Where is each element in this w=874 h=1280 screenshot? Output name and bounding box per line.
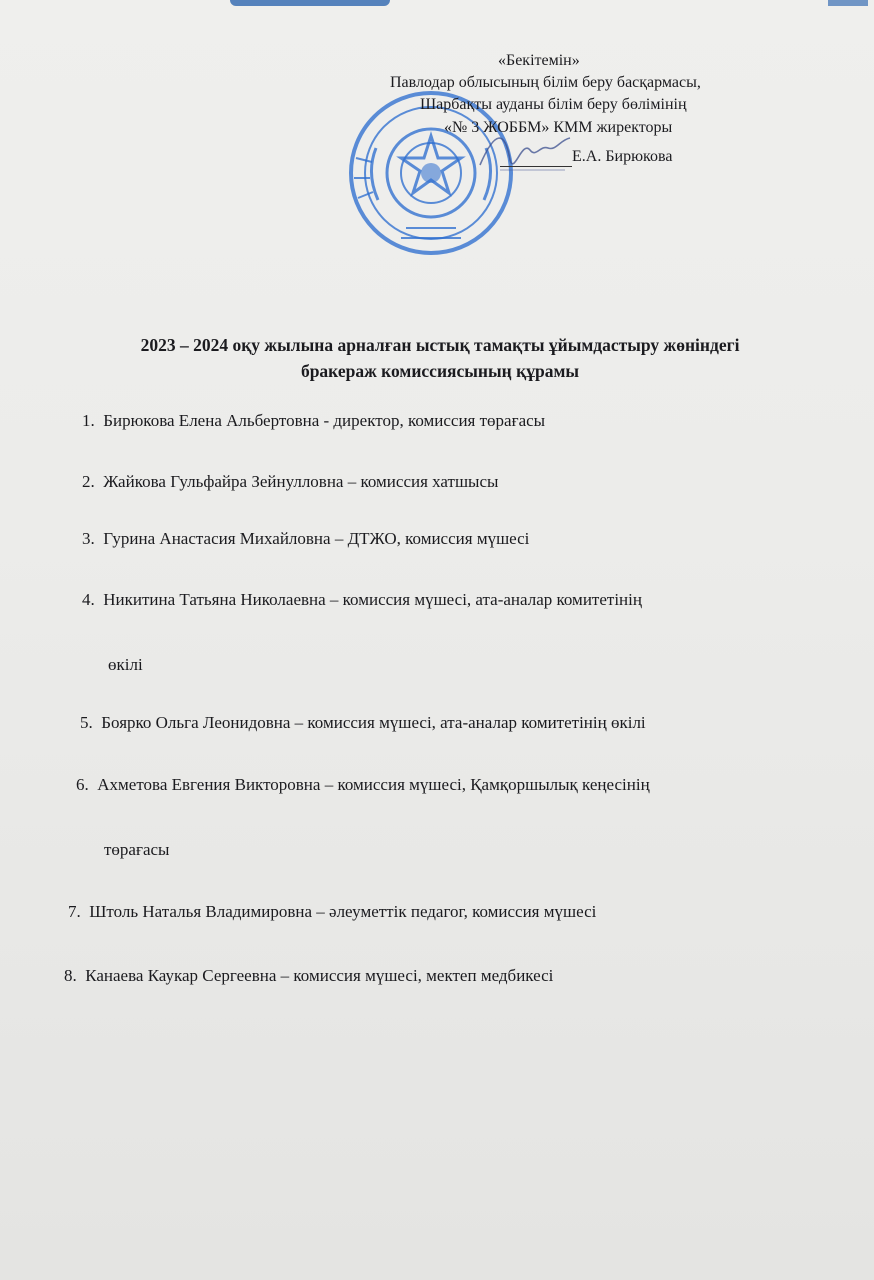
list-item — [76, 775, 650, 795]
list-item-number: 7. — [68, 902, 81, 921]
signature-line — [500, 166, 572, 167]
list-item-number: 6. — [76, 775, 89, 794]
binder-strip — [230, 0, 390, 6]
list-item — [80, 713, 646, 733]
approval-heading: «Бекітемін» — [498, 52, 580, 69]
list-item-text: Жайкова Гульфайра Зейнулловна – комиссия хатшысы — [103, 472, 499, 491]
document-title — [40, 332, 840, 384]
list-item — [82, 529, 529, 549]
list-item-number: 2. — [82, 472, 95, 491]
list-item — [82, 472, 498, 492]
approval-line-1: Павлодар облысының білім беру басқармасы, — [390, 74, 701, 91]
list-item-text: Бирюкова Елена Альбертовна - директор, комиссия төрағасы — [103, 411, 546, 430]
list-item — [64, 966, 553, 986]
title-line-1: 2023 – 2024 оқу жылына арналған ыстық тамақты ұйымдастыру жөніндегі — [140, 335, 740, 355]
list-item-continuation: өкілі — [108, 655, 143, 674]
list-item-number: 5. — [80, 713, 93, 732]
list-item-text: Боярко Ольга Леонидовна – комиссия мүшесі, ата-аналар комитетінің өкілі — [101, 713, 646, 732]
list-item — [68, 902, 596, 922]
title-line-2: бракераж комиссиясының құрамы — [300, 361, 580, 381]
list-item — [82, 590, 642, 610]
list-item-text: Канаева Каукар Сергеевна – комиссия мүшесі, мектеп медбикесі — [85, 966, 554, 985]
list-item-text: Гурина Анастасия Михайловна – ДТЖО, комиссия мүшесі — [103, 529, 530, 548]
list-item-text: Ахметова Евгения Викторовна – комиссия мүшесі, Қамқоршылық кеңесінің — [97, 775, 650, 794]
list-item-number: 8. — [64, 966, 77, 985]
approval-line-3: «№ 3 ЖОББМ» КММ жиректоры — [444, 119, 673, 136]
list-item-number: 4. — [82, 590, 95, 609]
approval-line-2: Шарбақты ауданы білім беру бөлімінің — [420, 96, 687, 113]
list-item-number: 1. — [82, 411, 95, 430]
list-item — [82, 411, 545, 431]
list-item-text: Никитина Татьяна Николаевна – комиссия мүшесі, ата-аналар комитетінің — [103, 590, 642, 609]
list-item-continuation: төрағасы — [104, 840, 170, 859]
approval-signer: Е.А. Бирюкова — [572, 148, 673, 165]
list-item-number: 3. — [82, 529, 95, 548]
list-item-text: Штоль Наталья Владимировна – әлеуметтік педагог, комиссия мүшесі — [89, 902, 597, 921]
binder-strip-right — [828, 0, 868, 6]
